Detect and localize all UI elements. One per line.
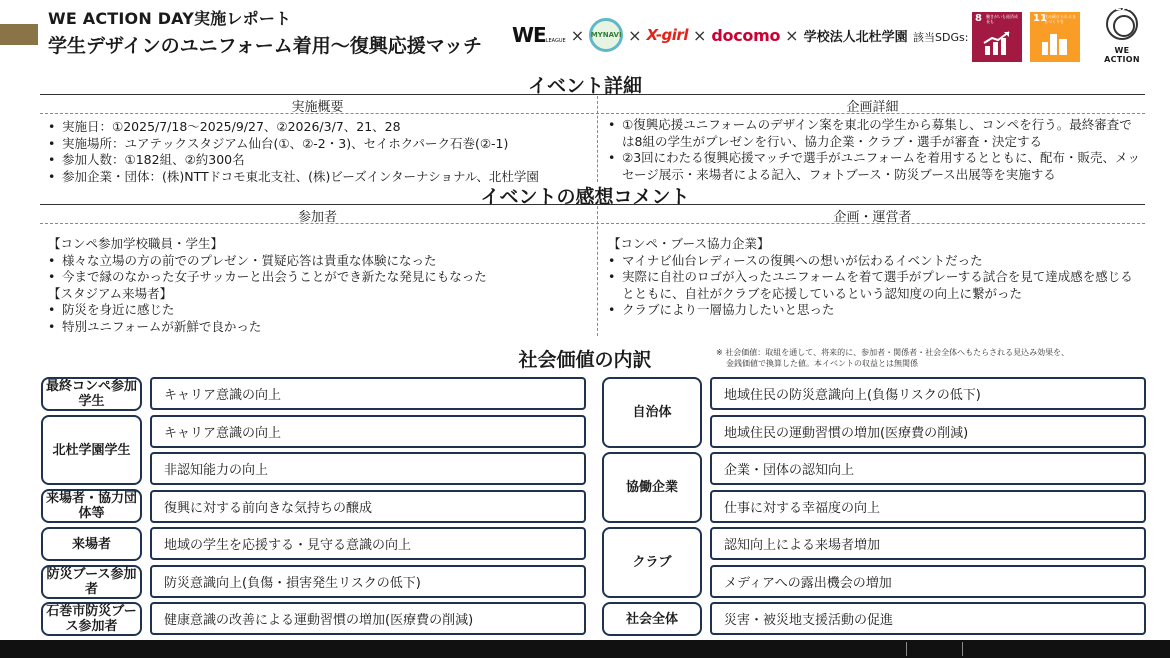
list-item: • ①復興応援ユニフォームのデザイン案を東北の学生から募集し、コンペを行う。最終審査では8組の学生がプレゼンを行い、協力企業・クラブ・選手が審査・決定する bbox=[604, 117, 1144, 150]
list-item: • 参加企業・団体：(株)NTTドコモ東北支社、(株)ビーズインターナショナル、北杜学園 bbox=[44, 169, 594, 186]
stakeholder-hokuto-students: 北杜学園学生 bbox=[41, 415, 142, 485]
comment-group-label: 【コンペ・ブース協力企業】 bbox=[608, 236, 770, 251]
value-item: キャリア意識の向上 bbox=[150, 377, 586, 410]
footer-bar bbox=[0, 640, 1170, 658]
section-divider bbox=[40, 204, 1145, 205]
city-buildings-icon bbox=[1040, 30, 1070, 56]
overview-heading: 実施概要 bbox=[291, 100, 344, 115]
stakeholder-club: クラブ bbox=[602, 527, 702, 598]
plan-heading: 企画詳細 bbox=[846, 100, 899, 115]
we-action-logo: WE ACTION bbox=[1097, 8, 1147, 66]
participant-comments bbox=[44, 236, 594, 335]
comments-title: イベントの感想コメント bbox=[480, 186, 690, 208]
column-divider bbox=[597, 96, 598, 182]
heading-divider bbox=[40, 223, 1145, 224]
stakeholder-visitors-partners: 来場者・協力団体等 bbox=[41, 489, 142, 523]
list-item: • 実施日：①2025/7/18～2025/9/27、②2026/3/7、21、28 bbox=[44, 119, 594, 136]
value-item: メディアへの露出機会の増加 bbox=[710, 565, 1146, 598]
stakeholder-disaster-booth: 防災ブース参加者 bbox=[41, 565, 142, 599]
stakeholder-visitors: 来場者 bbox=[41, 527, 142, 561]
we-league-logo: WELEAGUE bbox=[512, 23, 566, 47]
page-title: 学生デザインのユニフォーム着用～復興応援マッチ bbox=[48, 35, 482, 57]
footer-league-name: WOMEN EMPOWERMENT LEAGUE bbox=[963, 2, 1154, 13]
value-item: 仕事に対する幸福度の向上 bbox=[710, 490, 1146, 523]
docomo-logo: docomo bbox=[711, 25, 781, 45]
growth-chart-icon bbox=[982, 30, 1012, 56]
value-item: 防災意識向上(負傷・損害発生リスクの低下) bbox=[150, 565, 586, 598]
list-item: • 実施場所：ユアテックスタジアム仙台(①、②-2・3)、セイホクパーク石巻(②-1) bbox=[44, 136, 594, 153]
comment-item: • 様々な立場の方の前でのプレゼン・質疑応答は貴重な体験になった bbox=[44, 253, 594, 270]
value-item: キャリア意識の向上 bbox=[150, 415, 586, 448]
organizers-heading: 企画・運営者 bbox=[833, 210, 912, 225]
list-item: • 参加人数：①182組、②約300名 bbox=[44, 152, 594, 169]
partner-logos bbox=[512, 17, 908, 53]
value-item: 復興に対する前向きな気持ちの醸成 bbox=[150, 490, 586, 523]
comment-item: • 特別ユニフォームが新鮮で良かった bbox=[44, 319, 594, 336]
value-item: 健康意識の改善による運動習慣の増加(医療費の削減) bbox=[150, 602, 586, 635]
value-item: 認知向上による来場者増加 bbox=[710, 527, 1146, 560]
stakeholder-society: 社会全体 bbox=[602, 602, 702, 636]
organizer-comments bbox=[604, 236, 1144, 319]
times-separator: × bbox=[692, 25, 707, 45]
sdg-11-badge: 11 住み続けられるまちづくりを bbox=[1030, 12, 1080, 62]
social-value-note: ※ 社会価値：取組を通して、将来的に、参加者・関係者・社会全体へもたらされる見込み効果を、 金銭価値で換算した値。本イベントの収益とは無関係 bbox=[716, 348, 1070, 368]
hokuto-school-logo: 学校法人北杜学園 bbox=[803, 29, 908, 45]
xgirl-logo: X-girl bbox=[646, 26, 688, 44]
social-value-title: 社会価値の内訳 bbox=[518, 349, 652, 371]
times-separator: × bbox=[785, 25, 799, 45]
plan-list bbox=[604, 117, 1144, 183]
value-item: 地域住民の防災意識向上(負傷リスクの低下) bbox=[710, 377, 1146, 410]
club-emblem-logo: MYNAVI bbox=[589, 18, 623, 52]
comment-item: • 今まで縁のなかった女子サッカーと出会うことができ新たな発見にもなった bbox=[44, 269, 594, 286]
comment-item: • マイナビ仙台レディースの復興への想いが伝わるイベントだった bbox=[604, 253, 1144, 270]
footer-divider bbox=[962, 642, 963, 656]
participants-heading: 参加者 bbox=[297, 210, 337, 225]
report-title: WE ACTION DAY実施レポート bbox=[48, 9, 292, 28]
column-divider bbox=[597, 206, 598, 336]
value-item: 災害・被災地支援活動の促進 bbox=[710, 602, 1146, 635]
list-item: • ②3回にわたる復興応援マッチで選手がユニフォームを着用するとともに、配布・販売、メッセージ展示・来場者による記入、フォトブース・防災ブース出展等を実施する bbox=[604, 150, 1144, 183]
stakeholder-partner-companies: 協働企業 bbox=[602, 452, 702, 523]
times-separator: × bbox=[628, 25, 642, 45]
comment-group-label: 【コンペ参加学校職員・学生】 bbox=[48, 236, 224, 251]
stakeholder-final-contest-students: 最終コンペ参加学生 bbox=[41, 377, 142, 411]
comment-item: • 実際に自社のロゴが入ったユニフォームを着て選手がプレーする試合を見て達成感を感じるとともに、自社がクラブを応援しているという認知度の向上に繋がった bbox=[604, 269, 1144, 302]
sdgs-label: 該当SDGs: bbox=[913, 31, 969, 44]
sdg-8-badge: 8 働きがいも経済成長も bbox=[972, 12, 1022, 62]
event-details-title: イベント詳細 bbox=[527, 75, 642, 97]
value-item: 企業・団体の認知向上 bbox=[710, 452, 1146, 485]
stakeholder-ishinomaki-booth: 石巻市防災ブース参加者 bbox=[41, 602, 142, 636]
overview-list bbox=[44, 119, 594, 185]
times-separator: × bbox=[570, 25, 585, 45]
value-item: 地域住民の運動習慣の増加(医療費の削減) bbox=[710, 415, 1146, 448]
footer-divider bbox=[906, 642, 907, 656]
comment-group-label: 【スタジアム来場者】 bbox=[48, 285, 173, 301]
comment-item: • クラブにより一層協力したいと思った bbox=[604, 302, 1144, 319]
accent-bar bbox=[0, 24, 38, 45]
stakeholder-municipality: 自治体 bbox=[602, 377, 702, 448]
value-item: 非認知能力の向上 bbox=[150, 452, 586, 485]
section-divider bbox=[40, 94, 1145, 95]
comment-item: • 防災を身近に感じた bbox=[44, 302, 594, 319]
heading-divider bbox=[40, 113, 1145, 114]
value-item: 地域の学生を応援する・見守る意識の向上 bbox=[150, 527, 586, 560]
